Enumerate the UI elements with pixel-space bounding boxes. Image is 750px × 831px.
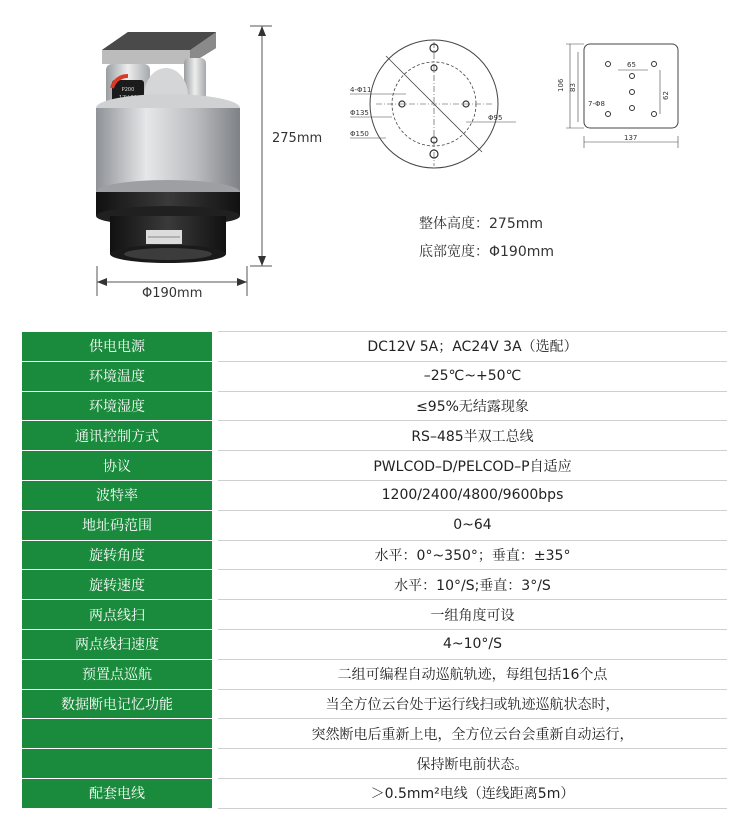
spec-key: 地址码范围 — [22, 510, 212, 540]
spec-value: 水平：0°~350°；垂直：±35° — [218, 540, 727, 570]
spec-value: 一组角度可设 — [218, 600, 727, 630]
spec-key: 供电电源 — [22, 332, 212, 362]
spec-row — [22, 421, 727, 451]
bottom-view-drawing — [346, 36, 534, 172]
spec-key: 环境湿度 — [22, 391, 212, 421]
spec-value: 水平：10°/S;垂直：3°/S — [218, 570, 727, 600]
svg-text:7-Φ8: 7-Φ8 — [588, 100, 605, 108]
spec-value: ≤95%无结露现象 — [218, 391, 727, 421]
spec-key: 数据断电记忆功能 — [22, 689, 212, 719]
spec-row — [22, 600, 727, 630]
svg-text:62: 62 — [662, 91, 670, 100]
spec-value: DC12V 5A；AC24V 3A（选配） — [218, 332, 727, 362]
side-view-drawing — [548, 36, 702, 154]
base-width-text: 底部宽度：Φ190mm — [419, 244, 555, 260]
svg-text:Φ135: Φ135 — [350, 109, 369, 117]
spec-value: ＞0.5mm²电线（连线距离5m） — [218, 778, 727, 808]
spec-key: 配套电线 — [22, 778, 212, 808]
width-label: Φ190mm — [142, 286, 203, 301]
spec-row — [22, 391, 727, 421]
spec-row — [22, 570, 727, 600]
spec-table — [22, 331, 727, 809]
spec-row — [22, 540, 727, 570]
spec-key — [22, 749, 212, 779]
spec-key: 预置点巡航 — [22, 659, 212, 689]
spec-row — [22, 749, 727, 779]
spec-key: 协议 — [22, 451, 212, 481]
svg-text:Φ150: Φ150 — [350, 130, 369, 138]
spec-row — [22, 719, 727, 749]
spec-row — [22, 332, 727, 362]
spec-row — [22, 629, 727, 659]
svg-text:4-Φ11: 4-Φ11 — [350, 86, 372, 94]
svg-text:137: 137 — [624, 134, 638, 142]
spec-key: 两点线扫速度 — [22, 629, 212, 659]
spec-key: 旋转角度 — [22, 540, 212, 570]
spec-key: 旋转速度 — [22, 570, 212, 600]
svg-text:106: 106 — [557, 78, 565, 92]
spec-value: 0~64 — [218, 510, 727, 540]
spec-key: 波特率 — [22, 480, 212, 510]
spec-key: 两点线扫 — [22, 600, 212, 630]
spec-row — [22, 659, 727, 689]
spec-row — [22, 451, 727, 481]
height-label: 275mm — [272, 131, 323, 146]
product-drawings — [0, 0, 750, 320]
spec-value: 保持断电前状态。 — [218, 749, 727, 779]
svg-text:83: 83 — [569, 83, 577, 92]
svg-text:65: 65 — [627, 61, 636, 69]
spec-row — [22, 361, 727, 391]
ptz-device-image — [88, 18, 258, 280]
spec-row — [22, 510, 727, 540]
spec-value: 二组可编程自动巡航轨迹，每组包括16个点 — [218, 659, 727, 689]
spec-value: 突然断电后重新上电，全方位云台会重新自动运行， — [218, 719, 727, 749]
spec-value: 1200/2400/4800/9600bps — [218, 480, 727, 510]
spec-row — [22, 778, 727, 808]
spec-key — [22, 719, 212, 749]
spec-key: 通讯控制方式 — [22, 421, 212, 451]
total-height-text: 整体高度：275mm — [419, 216, 543, 232]
spec-key: 环境温度 — [22, 361, 212, 391]
spec-value: –25℃~+50℃ — [218, 361, 727, 391]
spec-value: 4~10°/S — [218, 629, 727, 659]
spec-value: 当全方位云台处于运行线扫或轨迹巡航状态时， — [218, 689, 727, 719]
spec-value: PWLCOD–D/PELCOD–P自适应 — [218, 451, 727, 481]
spec-value: RS–485半双工总线 — [218, 421, 727, 451]
svg-text:P200: P200 — [121, 87, 135, 93]
spec-row — [22, 689, 727, 719]
svg-text:Φ95: Φ95 — [488, 114, 503, 122]
height-dimension-line — [250, 20, 274, 272]
spec-row — [22, 480, 727, 510]
